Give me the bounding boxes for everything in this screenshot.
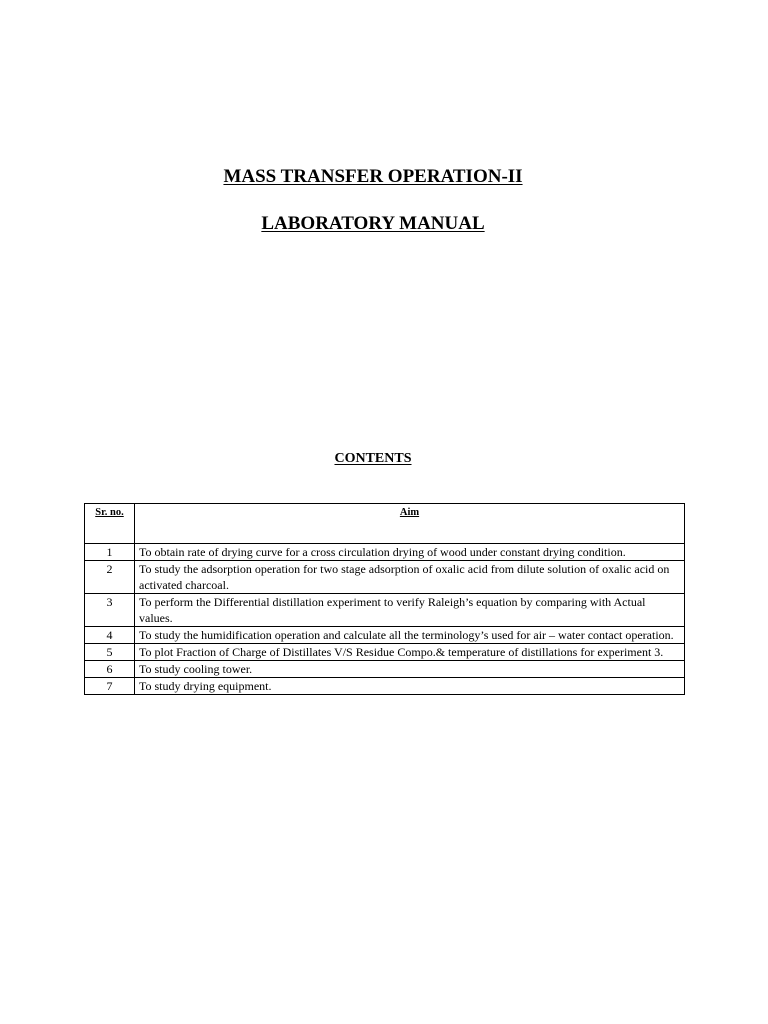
row-sr-no: 3 (85, 594, 135, 627)
table-row (85, 644, 685, 661)
row-sr-no: 4 (85, 627, 135, 644)
row-sr-no: 2 (85, 561, 135, 594)
row-sr-no: 1 (85, 544, 135, 561)
table-row (85, 661, 685, 678)
document-title: MASS TRANSFER OPERATION-II (223, 166, 523, 187)
row-aim: To study drying equipment. (135, 678, 685, 695)
column-header-aim: Aim (135, 504, 685, 544)
contents-table (84, 503, 685, 695)
table-row (85, 627, 685, 644)
table-row (85, 678, 685, 695)
table-row (85, 544, 685, 561)
row-aim: To plot Fraction of Charge of Distillates V/S Residue Compo.& temperature of distillations for experiment 3. (135, 644, 685, 661)
row-aim: To perform the Differential distillation experiment to verify Raleigh’s equation by comparing with Actual values. (135, 594, 685, 627)
row-aim: To study the humidification operation and calculate all the terminology’s used for air – water contact operation. (135, 627, 685, 644)
row-aim: To study cooling tower. (135, 661, 685, 678)
row-sr-no: 6 (85, 661, 135, 678)
row-aim: To obtain rate of drying curve for a cross circulation drying of wood under constant drying condition. (135, 544, 685, 561)
row-sr-no: 7 (85, 678, 135, 695)
row-sr-no: 5 (85, 644, 135, 661)
document-subtitle: LABORATORY MANUAL (261, 213, 485, 234)
table-row (85, 594, 685, 627)
table-header-row (85, 504, 685, 544)
table-row (85, 561, 685, 594)
column-header-sr-no: Sr. no. (85, 504, 135, 544)
contents-heading: CONTENTS (334, 451, 412, 466)
row-aim: To study the adsorption operation for two stage adsorption of oxalic acid from dilute solution of oxalic acid on activated charcoal. (135, 561, 685, 594)
